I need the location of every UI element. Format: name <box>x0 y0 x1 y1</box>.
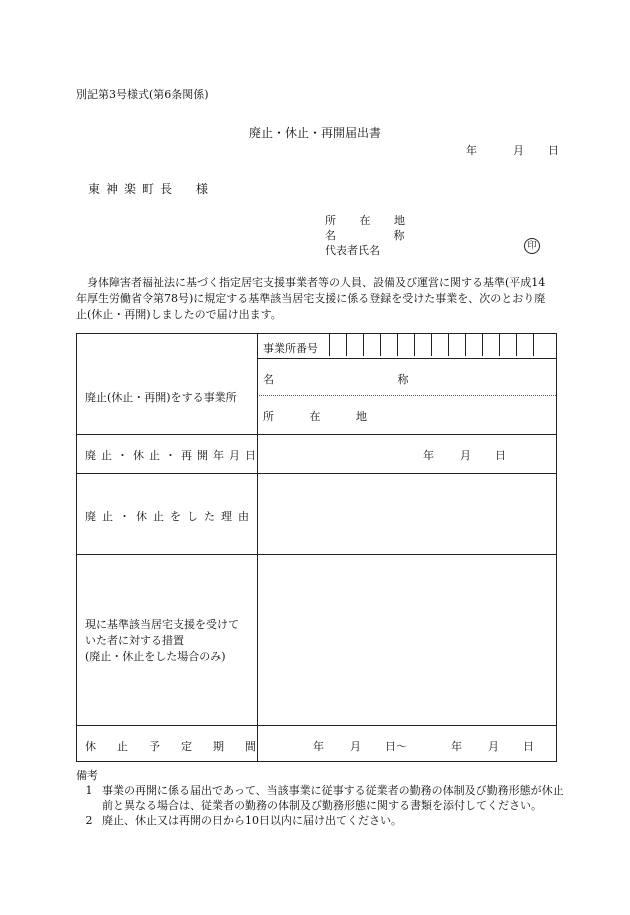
effective-date-day: 日 <box>495 449 506 462</box>
date-month-label: 月 <box>513 144 524 157</box>
measures-row-label-line2: いた者に対する措置 <box>85 634 184 647</box>
office-name-label: 名 称 <box>263 373 469 386</box>
notes-heading: 備考 <box>76 769 98 782</box>
measures-row-label-line3: (廃止・休止をした場合のみ) <box>85 650 226 663</box>
form-identifier: 別記第3号様式(第6条関係) <box>76 88 209 101</box>
note-item <box>76 783 566 813</box>
measures-row-label-line1: 現に基準該当居宅支援を受けて <box>85 618 239 631</box>
addressee-name: 東神楽町長 <box>88 182 179 196</box>
date-year-label: 年 <box>466 144 477 157</box>
seal-mark: 印 <box>524 238 540 254</box>
applicant-representative-label: 代表者氏名 <box>325 244 380 257</box>
note-text: 事業の再開に係る届出であって、当該事業に従事する従業者の勤務の体制及び勤務形態が休止前と異なる場合は、従業者の勤務の体制及び勤務形態に関する書類を添付してください。 <box>102 784 564 812</box>
period-start-month: 月 <box>350 740 361 753</box>
document-title: 廃止・休止・再開届出書 <box>248 126 381 140</box>
note-number: 1 <box>85 784 93 797</box>
period-end-day: 日 <box>523 740 534 753</box>
effective-date-month: 月 <box>460 449 471 462</box>
office-name-input[interactable] <box>337 359 557 395</box>
period-start-year: 年 <box>313 740 324 753</box>
declaration-paragraph: 身体障害者福祉法に基づく指定居宅支援事業者等の人員、設備及び運営に関する基準(平成14年厚生労働省令第78号)に規定する基準該当居宅支援に係る登録を受けた事業を、次のとおり廃止(休止・再開)しましたので届け出ます。 <box>76 276 546 321</box>
applicant-address-label: 所 在 地 <box>325 214 415 227</box>
note-number: 2 <box>85 814 93 827</box>
note-text: 廃止、休止又は再開の日から10日以内に届け出てください。 <box>102 814 402 827</box>
addressee <box>88 180 208 197</box>
reason-row-label: 廃止・休止をした理由 <box>85 510 255 523</box>
notes-section <box>76 768 566 828</box>
submission-date <box>466 142 559 158</box>
period-row-label: 休止予定期間 <box>85 740 277 753</box>
notification-table <box>76 333 557 762</box>
effective-date[interactable] <box>423 447 506 463</box>
office-number-input[interactable] <box>329 334 557 358</box>
period-end-year: 年 <box>451 740 462 753</box>
period-end-month: 月 <box>488 740 499 753</box>
office-row-label: 廃止(休止・再開)をする事業所 <box>85 391 237 404</box>
date-day-label: 日 <box>548 144 559 157</box>
note-item <box>76 813 566 828</box>
period-start-day: 日〜 <box>385 740 407 753</box>
office-address-label: 所 在 地 <box>263 410 383 423</box>
effective-date-year: 年 <box>423 449 434 462</box>
office-address-input[interactable] <box>337 396 557 434</box>
addressee-honorific: 様 <box>196 182 209 196</box>
applicant-name-label: 名 称 <box>325 229 432 242</box>
office-number-label: 事業所番号 <box>263 342 318 355</box>
date-row-label: 廃止・休止・再開年月日 <box>85 449 261 462</box>
reason-input[interactable] <box>258 474 557 554</box>
suspension-period[interactable] <box>313 738 534 754</box>
measures-input[interactable] <box>258 555 557 725</box>
